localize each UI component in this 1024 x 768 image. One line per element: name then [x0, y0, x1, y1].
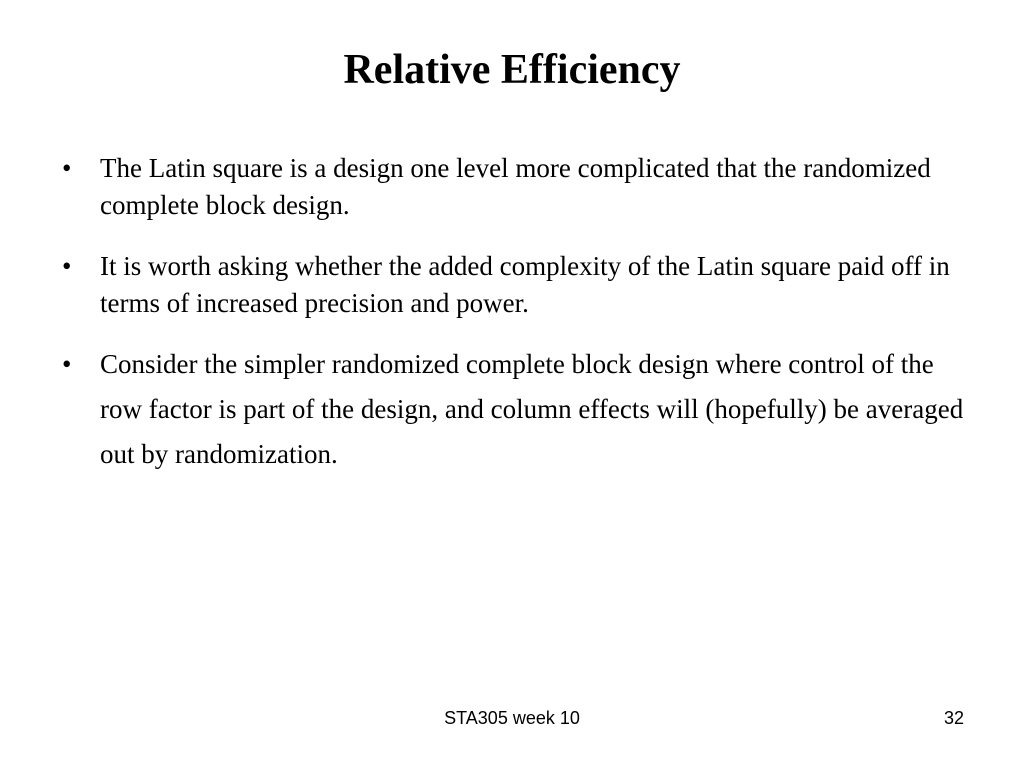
bullet-marker: • [62, 251, 72, 281]
slide-title: Relative Efficiency [343, 47, 681, 93]
bullet-item [58, 248, 978, 322]
bullet-list [58, 150, 978, 477]
bullet-marker: • [62, 153, 72, 183]
bullet-item [58, 342, 978, 477]
bullet-text: Consider the simpler randomized complete block design where control of the row factor is part of the design, and column effects will (hopefully) be averaged out by randomization. [100, 349, 964, 469]
bullet-marker: • [62, 349, 72, 379]
page-number: 32 [943, 708, 964, 728]
bullet-text: It is worth asking whether the added complexity of the Latin square paid off in terms of increased precision and power. [100, 251, 950, 318]
footer-course-label: STA305 week 10 [444, 708, 580, 728]
bullet-item [58, 150, 978, 224]
bullet-text: The Latin square is a design one level more complicated that the randomized complete block design. [100, 153, 931, 220]
